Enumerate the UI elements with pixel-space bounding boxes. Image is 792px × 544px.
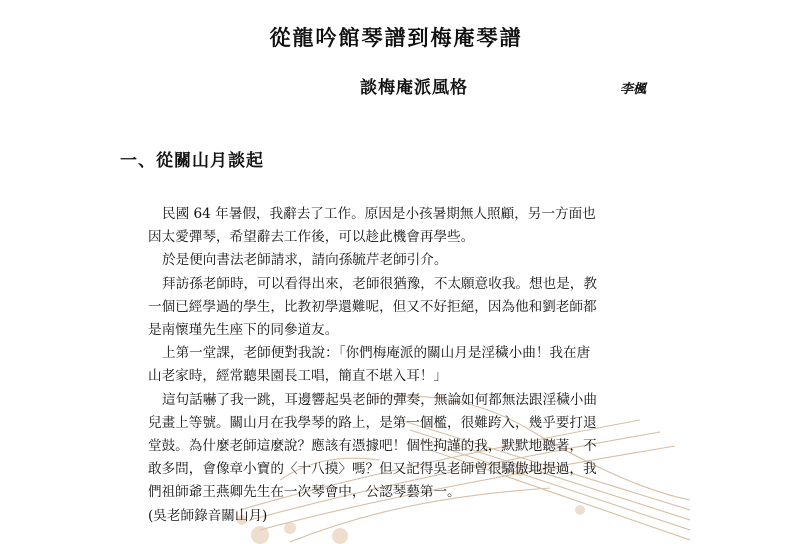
author-name: 李楓 [620, 82, 647, 97]
text-line: 是南懷瑾先生座下的同參道友。 [148, 322, 339, 339]
text-line: 上第一堂課，老師便對我說：「你們梅庵派的關山月是淫穢小曲！我在唐 [162, 345, 591, 362]
text-line: 民國 64 年暑假，我辭去了工作。原因是小孩暑期無人照顧，另一方面也 [162, 206, 596, 222]
text-line: 拜訪孫老師時，可以看得出來，老師很猶豫，不太願意收我。想也是，教 [162, 275, 597, 292]
text-line: (吳老師錄音關山月) [148, 507, 268, 524]
page-subtitle: 談梅庵派風格 [360, 78, 468, 98]
text-line: 山老家時，經常聽果園長工唱，簡直不堪入耳！」 [148, 368, 448, 385]
page-title: 從龍吟館琴譜到梅庵琴譜 [269, 26, 523, 50]
text-line: 這句話嚇了我一跳，耳邊響起吳老師的彈奏，無論如何都無法跟淫穢小曲 [162, 391, 597, 408]
section-heading: 一、從關山月談起 [120, 151, 264, 171]
text-line: 堂鼓。為什麼老師這麼說？應該有憑據吧！個性拘謹的我，默默地聽著，不 [148, 438, 597, 455]
text-line: 們祖師爺王燕卿先生在一次琴會中，公認琴藝第一。 [148, 484, 461, 501]
text-line: 敢多問，會像章小寶的〈十八摸〉嗎？但又記得吳老師曾很驕傲地提過，我 [148, 461, 597, 478]
text-line: 一個已經學過的學生，比教初學還難呢，但又不好拒絕，因為他和劉老師都 [148, 298, 597, 315]
text-line: 因太愛彈琴，希望辭去工作後，可以趁此機會再學些。 [148, 229, 475, 246]
text-line: 兒畫上等號。關山月在我學琴的路上，是第一個檻，很難跨入，幾乎要打退 [148, 414, 597, 431]
text-line: 於是便向書法老師請求，請向孫毓芹老師引介。 [162, 252, 448, 269]
body-text [148, 203, 678, 528]
